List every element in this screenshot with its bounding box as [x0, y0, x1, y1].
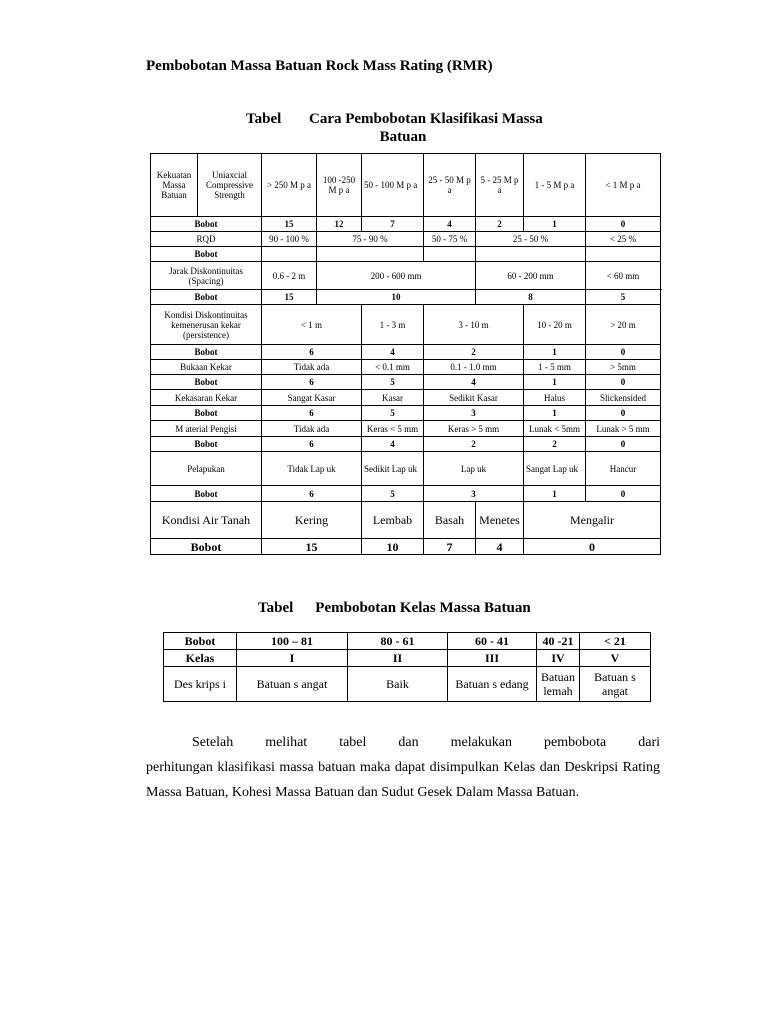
class-cell: V [580, 650, 651, 667]
range-cell: Slickensided [586, 390, 661, 406]
class-cell: II [348, 650, 448, 667]
table1-caption-text2: Batuan [379, 129, 427, 145]
bobot-cell: 1 [524, 217, 586, 232]
table-row [164, 633, 651, 650]
bobot-cell: 2 [524, 437, 586, 452]
table-row [151, 539, 661, 555]
range-cell: Menetes [476, 502, 524, 539]
range-cell: Halus [524, 390, 586, 406]
param-cell: RQD [151, 232, 262, 247]
range-cell: < 0.1 mm [362, 360, 424, 375]
range-cell: < 1 m [262, 305, 362, 345]
bobot-label: Bobot [151, 486, 262, 502]
range-cell: 1 - 5 M p a [524, 154, 586, 217]
bobot-cell: 3 [424, 406, 524, 421]
table-row [151, 375, 661, 390]
param-cell: M aterial Pengisi [151, 421, 262, 437]
table-row [151, 437, 661, 452]
bobot-cell: 6 [262, 437, 362, 452]
class-cell: 40 -21 [537, 633, 580, 650]
bobot-label: Bobot [151, 217, 262, 232]
table-row [151, 452, 661, 486]
bobot-cell: 15 [262, 539, 362, 555]
class-cell: 60 - 41 [448, 633, 537, 650]
table-row [151, 247, 661, 262]
class-cell: 100 – 81 [237, 633, 348, 650]
bobot-cell: 0 [586, 345, 661, 360]
bobot-cell: 3 [424, 486, 524, 502]
bobot-cell: 6 [262, 406, 362, 421]
table-row [151, 345, 661, 360]
param-cell: Pelapukan [151, 452, 262, 486]
range-cell: 25 - 50 M p a [424, 154, 476, 217]
bobot-cell [262, 247, 317, 262]
bobot-cell: 0 [586, 406, 661, 421]
table1-caption-label: Tabel [246, 111, 282, 127]
table-row [151, 486, 661, 502]
range-cell: Kasar [362, 390, 424, 406]
table-row [151, 390, 661, 406]
bobot-cell: 2 [424, 437, 524, 452]
range-cell: < 1 M p a [586, 154, 661, 217]
range-cell: Lunak > 5 mm [586, 421, 661, 437]
range-cell: Hancur [586, 452, 661, 486]
class-cell: I [237, 650, 348, 667]
bobot-cell: 5 [362, 375, 424, 390]
bobot-cell: 4 [362, 437, 424, 452]
class-cell: Baik [348, 667, 448, 702]
range-cell: Lap uk [424, 452, 524, 486]
table-row [151, 262, 661, 290]
bobot-cell [476, 247, 586, 262]
table-row [164, 650, 651, 667]
param-cell: Kondisi Diskontinuitas kemenerusan kekar (persistence) [151, 305, 262, 345]
bobot-label: Bobot [151, 437, 262, 452]
range-cell: > 5mm [586, 360, 661, 375]
table-row [151, 502, 661, 539]
param-cell: Jarak Diskontinuitas (Spacing) [151, 262, 262, 290]
bobot-cell: 0 [586, 437, 661, 452]
bobot-label: Bobot [151, 247, 262, 262]
table-row [164, 667, 651, 702]
bobot-cell: 0 [524, 539, 661, 555]
table2-caption-text: Pembobotan Kelas Massa Batuan [315, 600, 531, 616]
range-cell: 90 - 100 % [262, 232, 317, 247]
range-cell: Tidak Lap uk [262, 452, 362, 486]
range-cell: Lembab [362, 502, 424, 539]
paragraph-first-line: Setelah melihat tabel dan melakukan pembobota dari [192, 735, 660, 750]
param-cell: Kekuatan Massa Batuan [151, 154, 198, 217]
bobot-cell: 2 [476, 217, 524, 232]
class-row-label: Des krips i [164, 667, 237, 702]
bobot-cell: 15 [262, 290, 317, 305]
range-cell: Tidak ada [262, 421, 362, 437]
range-cell: 0.6 - 2 m [262, 262, 317, 290]
class-cell: Batuan s angat [580, 667, 651, 702]
bobot-cell [586, 247, 661, 262]
bobot-label: Bobot [151, 406, 262, 421]
bobot-label: Bobot [151, 539, 262, 555]
table-row [151, 232, 661, 247]
range-cell: > 250 M p a [262, 154, 317, 217]
bobot-cell: 0 [586, 375, 661, 390]
range-cell: 1 - 3 m [362, 305, 424, 345]
class-row-label: Bobot [164, 633, 237, 650]
range-cell: 1 - 5 mm [524, 360, 586, 375]
range-cell: Keras < 5 mm [362, 421, 424, 437]
table-row [151, 217, 661, 232]
class-cell: Batuan s edang [448, 667, 537, 702]
rmr-table [150, 153, 661, 555]
class-row-label: Kelas [164, 650, 237, 667]
param-cell: Kondisi Air Tanah [151, 502, 262, 539]
range-cell: Sangat Kasar [262, 390, 362, 406]
table2-caption-label: Tabel [258, 600, 294, 616]
range-cell: 50 - 75 % [424, 232, 476, 247]
body-paragraph [146, 730, 660, 805]
bobot-cell: 0 [586, 217, 661, 232]
bobot-cell: 12 [317, 217, 362, 232]
bobot-cell: 6 [262, 375, 362, 390]
range-cell: Sangat Lap uk [524, 452, 586, 486]
bobot-cell: 4 [424, 375, 524, 390]
table-row [151, 360, 661, 375]
bobot-label: Bobot [151, 375, 262, 390]
range-cell: 75 - 90 % [317, 232, 424, 247]
range-cell: 10 - 20 m [524, 305, 586, 345]
param-cell: Kekasaran Kekar [151, 390, 262, 406]
range-cell: > 20 m [586, 305, 661, 345]
range-cell: Lunak < 5mm [524, 421, 586, 437]
bobot-cell: 10 [362, 539, 424, 555]
range-cell: < 60 mm [586, 262, 661, 290]
range-cell: Sedikit Kasar [424, 390, 524, 406]
range-cell: 50 - 100 M p a [362, 154, 424, 217]
paragraph-rest: perhitungan klasifikasi massa batuan maka dapat disimpulkan Kelas dan Deskripsi Rating Massa Batuan, Kohesi Massa Batuan dan Sudut Gesek Dalam Massa Batuan. [146, 760, 660, 800]
table1-caption-text: Cara Pembobotan Klasifikasi Massa [309, 111, 543, 127]
bobot-cell: 1 [524, 486, 586, 502]
range-cell: Tidak ada [262, 360, 362, 375]
class-cell: IV [537, 650, 580, 667]
table-row [151, 305, 661, 345]
table-row [151, 154, 661, 217]
bobot-cell: 5 [586, 290, 661, 305]
bobot-cell: 8 [476, 290, 586, 305]
bobot-cell [317, 247, 424, 262]
bobot-cell: 1 [524, 375, 586, 390]
bobot-label: Bobot [151, 290, 262, 305]
range-cell: < 25 % [586, 232, 661, 247]
bobot-cell [424, 247, 476, 262]
bobot-cell: 5 [362, 406, 424, 421]
class-table [163, 632, 651, 702]
range-cell: Sedikit Lap uk [362, 452, 424, 486]
bobot-cell: 4 [362, 345, 424, 360]
bobot-cell: 0 [586, 486, 661, 502]
table-row [151, 421, 661, 437]
range-cell: 25 - 50 % [476, 232, 586, 247]
range-cell: 100 -250 M p a [317, 154, 362, 217]
bobot-cell: 10 [317, 290, 476, 305]
range-cell: 60 - 200 mm [476, 262, 586, 290]
range-cell: 0.1 - 1.0 mm [424, 360, 524, 375]
bobot-cell: 4 [476, 539, 524, 555]
range-cell: Keras > 5 mm [424, 421, 524, 437]
param-cell: Bukaan Kekar [151, 360, 262, 375]
param-sub-cell: Uniaxcial Compressive Strength [198, 154, 262, 217]
bobot-cell: 2 [424, 345, 524, 360]
bobot-cell: 7 [424, 539, 476, 555]
bobot-cell: 4 [424, 217, 476, 232]
table2-caption [258, 600, 531, 617]
bobot-cell: 1 [524, 406, 586, 421]
document-title: Pembobotan Massa Batuan Rock Mass Rating (RMR) [146, 58, 493, 74]
bobot-cell: 1 [524, 345, 586, 360]
range-cell: Basah [424, 502, 476, 539]
range-cell: Mengalir [524, 502, 661, 539]
table-row [151, 290, 661, 305]
range-cell: Kering [262, 502, 362, 539]
range-cell: 5 - 25 M p a [476, 154, 524, 217]
class-cell: Batuan lemah [537, 667, 580, 702]
bobot-cell: 15 [262, 217, 317, 232]
bobot-cell: 6 [262, 486, 362, 502]
range-cell: 200 - 600 mm [317, 262, 476, 290]
bobot-cell: 7 [362, 217, 424, 232]
bobot-label: Bobot [151, 345, 262, 360]
class-cell: Batuan s angat [237, 667, 348, 702]
bobot-cell: 6 [262, 345, 362, 360]
bobot-cell: 5 [362, 486, 424, 502]
range-cell: 3 - 10 m [424, 305, 524, 345]
class-cell: III [448, 650, 537, 667]
class-cell: 80 - 61 [348, 633, 448, 650]
table-row [151, 406, 661, 421]
class-cell: < 21 [580, 633, 651, 650]
